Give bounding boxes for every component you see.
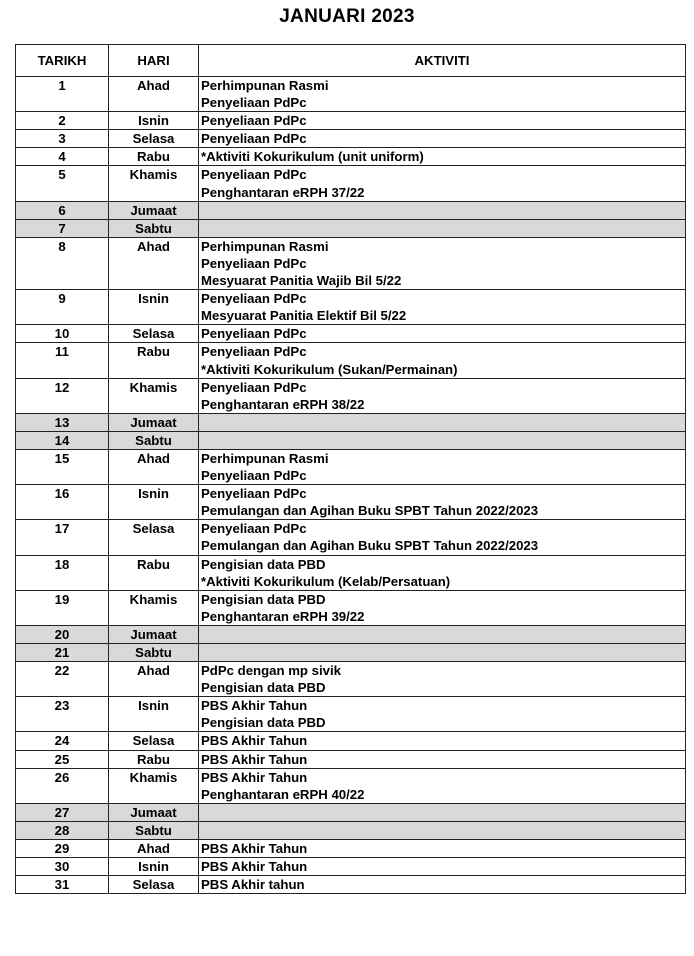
activity-item: Penyeliaan PdPc <box>201 255 307 271</box>
activity-item: Penyeliaan PdPc <box>201 95 307 111</box>
activity-item: Perhimpunan Rasmi <box>201 450 329 466</box>
table-row-weekend <box>16 219 686 237</box>
date-cell: 11 <box>16 343 109 378</box>
activity-item: Perhimpunan Rasmi <box>201 78 329 93</box>
activity-item: Penyeliaan PdPc <box>201 468 307 484</box>
activity-cell <box>199 290 686 325</box>
activity-cell <box>199 590 686 625</box>
date-cell: 24 <box>16 732 109 750</box>
activity-item: Penyeliaan PdPc <box>201 291 307 307</box>
table-row <box>16 732 686 750</box>
date-cell: 25 <box>16 750 109 768</box>
activity-item: Penghantaran eRPH 37/22 <box>201 184 365 200</box>
date-cell: 10 <box>16 325 109 343</box>
table-row <box>16 449 686 484</box>
date-cell: 28 <box>16 821 109 839</box>
activity-cell <box>199 858 686 876</box>
table-row <box>16 237 686 289</box>
table-row <box>16 590 686 625</box>
date-cell: 16 <box>16 485 109 520</box>
day-cell: Isnin <box>109 112 199 130</box>
activity-item: Penghantaran eRPH 38/22 <box>201 396 365 412</box>
activity-item: PBS Akhir Tahun <box>201 751 308 767</box>
activity-cell <box>199 343 686 378</box>
date-cell: 23 <box>16 697 109 732</box>
date-cell: 13 <box>16 413 109 431</box>
day-cell: Khamis <box>109 166 199 201</box>
activity-cell <box>199 821 686 839</box>
day-cell: Sabtu <box>109 644 199 662</box>
activity-cell <box>199 732 686 750</box>
day-cell: Isnin <box>109 485 199 520</box>
page-title: JANUARI 2023 <box>279 6 415 27</box>
activity-cell <box>199 201 686 219</box>
table-header <box>16 45 686 77</box>
table-row <box>16 485 686 520</box>
day-cell: Khamis <box>109 768 199 803</box>
date-cell: 29 <box>16 840 109 858</box>
date-cell: 26 <box>16 768 109 803</box>
table-row-weekend <box>16 431 686 449</box>
activity-item: Penyeliaan PdPc <box>201 344 307 360</box>
activity-item: Penghantaran eRPH 39/22 <box>201 608 365 624</box>
day-cell: Rabu <box>109 148 199 166</box>
table-row <box>16 166 686 201</box>
activity-cell <box>199 697 686 732</box>
day-cell: Khamis <box>109 378 199 413</box>
schedule-table <box>15 44 686 894</box>
table-row <box>16 555 686 590</box>
activity-cell <box>199 325 686 343</box>
date-cell: 3 <box>16 130 109 148</box>
activity-cell <box>199 520 686 555</box>
activity-item: Penyeliaan PdPc <box>201 131 307 147</box>
date-cell: 18 <box>16 555 109 590</box>
table-row <box>16 325 686 343</box>
day-cell: Rabu <box>109 555 199 590</box>
day-cell: Selasa <box>109 876 199 894</box>
activity-cell <box>199 750 686 768</box>
activity-item: Penyeliaan PdPc <box>201 326 307 342</box>
date-cell: 2 <box>16 112 109 130</box>
activity-item: Penyeliaan PdPc <box>201 113 307 129</box>
day-cell: Selasa <box>109 732 199 750</box>
date-cell: 17 <box>16 520 109 555</box>
activity-cell <box>199 77 686 112</box>
activity-cell <box>199 449 686 484</box>
activity-item: Penyeliaan PdPc <box>201 379 307 395</box>
day-cell: Jumaat <box>109 803 199 821</box>
activity-item: PdPc dengan mp sivik <box>201 663 341 679</box>
day-cell: Isnin <box>109 290 199 325</box>
table-row <box>16 77 686 112</box>
date-cell: 20 <box>16 625 109 643</box>
activity-cell <box>199 768 686 803</box>
day-cell: Ahad <box>109 662 199 697</box>
table-row <box>16 768 686 803</box>
date-cell: 1 <box>16 77 109 112</box>
activity-cell <box>199 166 686 201</box>
table-row <box>16 148 686 166</box>
activity-item: PBS Akhir Tahun <box>201 698 308 714</box>
activity-cell <box>199 219 686 237</box>
table-row <box>16 697 686 732</box>
date-cell: 8 <box>16 237 109 289</box>
header-row <box>16 45 686 77</box>
activity-item: *Aktiviti Kokurikulum (unit uniform) <box>201 149 424 165</box>
table-row-weekend <box>16 201 686 219</box>
activity-cell <box>199 840 686 858</box>
date-cell: 27 <box>16 803 109 821</box>
day-cell: Ahad <box>109 449 199 484</box>
activity-cell <box>199 644 686 662</box>
table-row-weekend <box>16 413 686 431</box>
activity-cell <box>199 555 686 590</box>
day-cell: Khamis <box>109 590 199 625</box>
activity-item: Pengisian data PBD <box>201 591 326 607</box>
header-tarikh: TARIKH <box>16 45 109 77</box>
day-cell: Isnin <box>109 697 199 732</box>
activity-item: Penghantaran eRPH 40/22 <box>201 786 365 802</box>
date-cell: 6 <box>16 201 109 219</box>
day-cell: Isnin <box>109 858 199 876</box>
activity-item: Penyeliaan PdPc <box>201 167 307 183</box>
activity-item: *Aktiviti Kokurikulum (Sukan/Permainan) <box>201 361 458 377</box>
day-cell: Rabu <box>109 343 199 378</box>
activity-item: *Aktiviti Kokurikulum (Kelab/Persatuan) <box>201 573 451 589</box>
header-hari: HARI <box>109 45 199 77</box>
activity-cell <box>199 803 686 821</box>
table-row <box>16 343 686 378</box>
table-row-weekend <box>16 803 686 821</box>
date-cell: 30 <box>16 858 109 876</box>
activity-item: PBS Akhir Tahun <box>201 769 308 785</box>
day-cell: Selasa <box>109 325 199 343</box>
activity-item: Pengisian data PBD <box>201 680 326 696</box>
table-row <box>16 750 686 768</box>
table-row-weekend <box>16 821 686 839</box>
table-row <box>16 662 686 697</box>
date-cell: 22 <box>16 662 109 697</box>
activity-item: PBS Akhir Tahun <box>201 841 308 857</box>
table-row <box>16 876 686 894</box>
date-cell: 7 <box>16 219 109 237</box>
day-cell: Sabtu <box>109 821 199 839</box>
day-cell: Sabtu <box>109 219 199 237</box>
day-cell: Sabtu <box>109 431 199 449</box>
activity-cell <box>199 662 686 697</box>
table-row <box>16 290 686 325</box>
activity-cell <box>199 378 686 413</box>
activity-item: Pemulangan dan Agihan Buku SPBT Tahun 2022/2023 <box>201 538 539 554</box>
activity-item: Penyeliaan PdPc <box>201 521 307 537</box>
day-cell: Selasa <box>109 520 199 555</box>
activity-item: Mesyuarat Panitia Elektif Bil 5/22 <box>201 308 407 324</box>
activity-cell <box>199 148 686 166</box>
date-cell: 9 <box>16 290 109 325</box>
table-row <box>16 378 686 413</box>
activity-item: Pengisian data PBD <box>201 715 326 731</box>
activity-item: Pengisian data PBD <box>201 556 326 572</box>
day-cell: Selasa <box>109 130 199 148</box>
date-cell: 14 <box>16 431 109 449</box>
day-cell: Jumaat <box>109 201 199 219</box>
day-cell: Jumaat <box>109 413 199 431</box>
date-cell: 31 <box>16 876 109 894</box>
activity-cell <box>199 112 686 130</box>
day-cell: Jumaat <box>109 625 199 643</box>
activity-cell <box>199 485 686 520</box>
activity-cell <box>199 413 686 431</box>
date-cell: 15 <box>16 449 109 484</box>
activity-item: PBS Akhir Tahun <box>201 859 308 875</box>
header-aktiviti: AKTIVITI <box>199 45 686 77</box>
table-row <box>16 130 686 148</box>
activity-item: Penyeliaan PdPc <box>201 486 307 502</box>
activity-item: Perhimpunan Rasmi <box>201 238 329 254</box>
activity-item: Mesyuarat Panitia Wajib Bil 5/22 <box>201 273 402 289</box>
activity-item: PBS Akhir Tahun <box>201 733 308 749</box>
table-row-weekend <box>16 625 686 643</box>
day-cell: Ahad <box>109 77 199 112</box>
activity-cell <box>199 876 686 894</box>
activity-item: PBS Akhir tahun <box>201 877 305 893</box>
activity-cell <box>199 130 686 148</box>
table-body <box>16 77 686 894</box>
activity-cell <box>199 625 686 643</box>
day-cell: Ahad <box>109 840 199 858</box>
table-row-weekend <box>16 644 686 662</box>
table-row <box>16 520 686 555</box>
activity-cell <box>199 237 686 289</box>
table-row <box>16 840 686 858</box>
activity-item: Pemulangan dan Agihan Buku SPBT Tahun 2022/2023 <box>201 503 539 519</box>
date-cell: 4 <box>16 148 109 166</box>
table-row <box>16 858 686 876</box>
day-cell: Rabu <box>109 750 199 768</box>
date-cell: 21 <box>16 644 109 662</box>
date-cell: 12 <box>16 378 109 413</box>
day-cell: Ahad <box>109 237 199 289</box>
table-row <box>16 112 686 130</box>
date-cell: 5 <box>16 166 109 201</box>
date-cell: 19 <box>16 590 109 625</box>
activity-cell <box>199 431 686 449</box>
